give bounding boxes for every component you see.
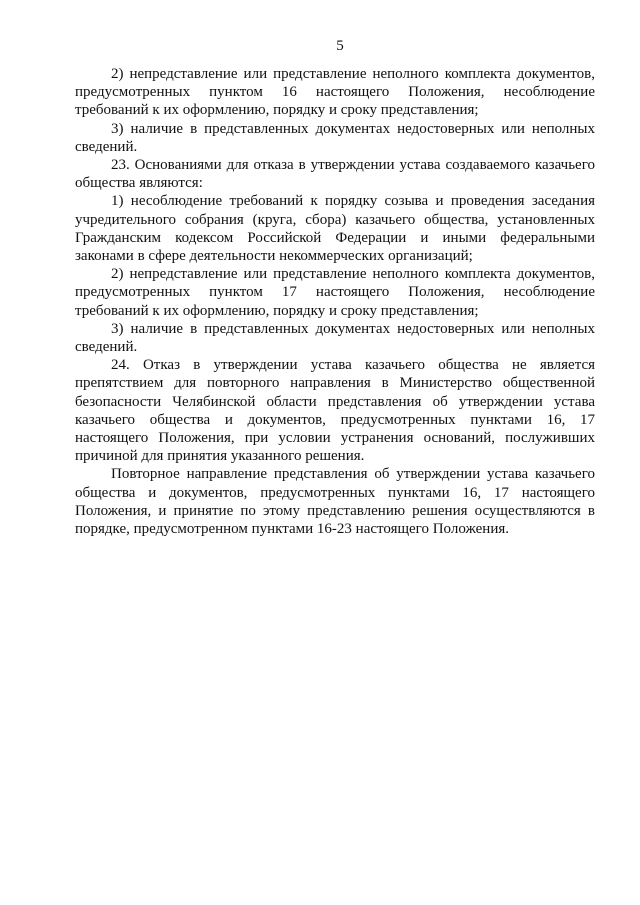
paragraph-24: 24. Отказ в утверждении устава казачьего общества не является препятствием для повторного направления в Министерство общественной безопасности Челябинской области представления об утверждении устава казачьего общества и документов, предусмотренных пунктами 16, 17 настоящего Положения, при условии устранения оснований, послуживших причиной для принятия указанного решения. [75,357,595,465]
page-number: 5 [336,38,344,54]
paragraph-23-1: 1) несоблюдение требований к порядку созыва и проведения заседания учредительного собрания (круга, сбора) казачьего общества, установленных Гражданским кодексом Российской Федерации и иными федеральными законами в сфере деятельности некоммерческих организаций; [75,193,595,265]
paragraph-22-3: 3) наличие в представленных документах недостоверных или неполных сведений. [75,120,595,155]
document-body [75,65,595,538]
paragraph-22-2: 2) непредставление или представление неполного комплекта документов, предусмотренных пунктом 16 настоящего Положения, несоблюдение требований к их оформлению, порядку и сроку представления; [75,66,595,119]
paragraph-23-2: 2) непредставление или представление неполного комплекта документов, предусмотренных пунктом 17 настоящего Положения, несоблюдение требований к их оформлению, порядку и сроку представления; [75,266,595,319]
paragraph-24-repeat: Повторное направление представления об утверждении устава казачьего общества и документов, предусмотренных пунктами 16, 17 настоящего Положения, и принятие по этому представлению решения осуществляются в порядке, предусмотренном пунктами 16-23 настоящего Положения. [75,466,595,538]
paragraph-23-3: 3) наличие в представленных документах недостоверных или неполных сведений. [75,320,595,356]
paragraph-23: 23. Основаниями для отказа в утверждении устава создаваемого казачьего общества являются: [75,157,595,192]
